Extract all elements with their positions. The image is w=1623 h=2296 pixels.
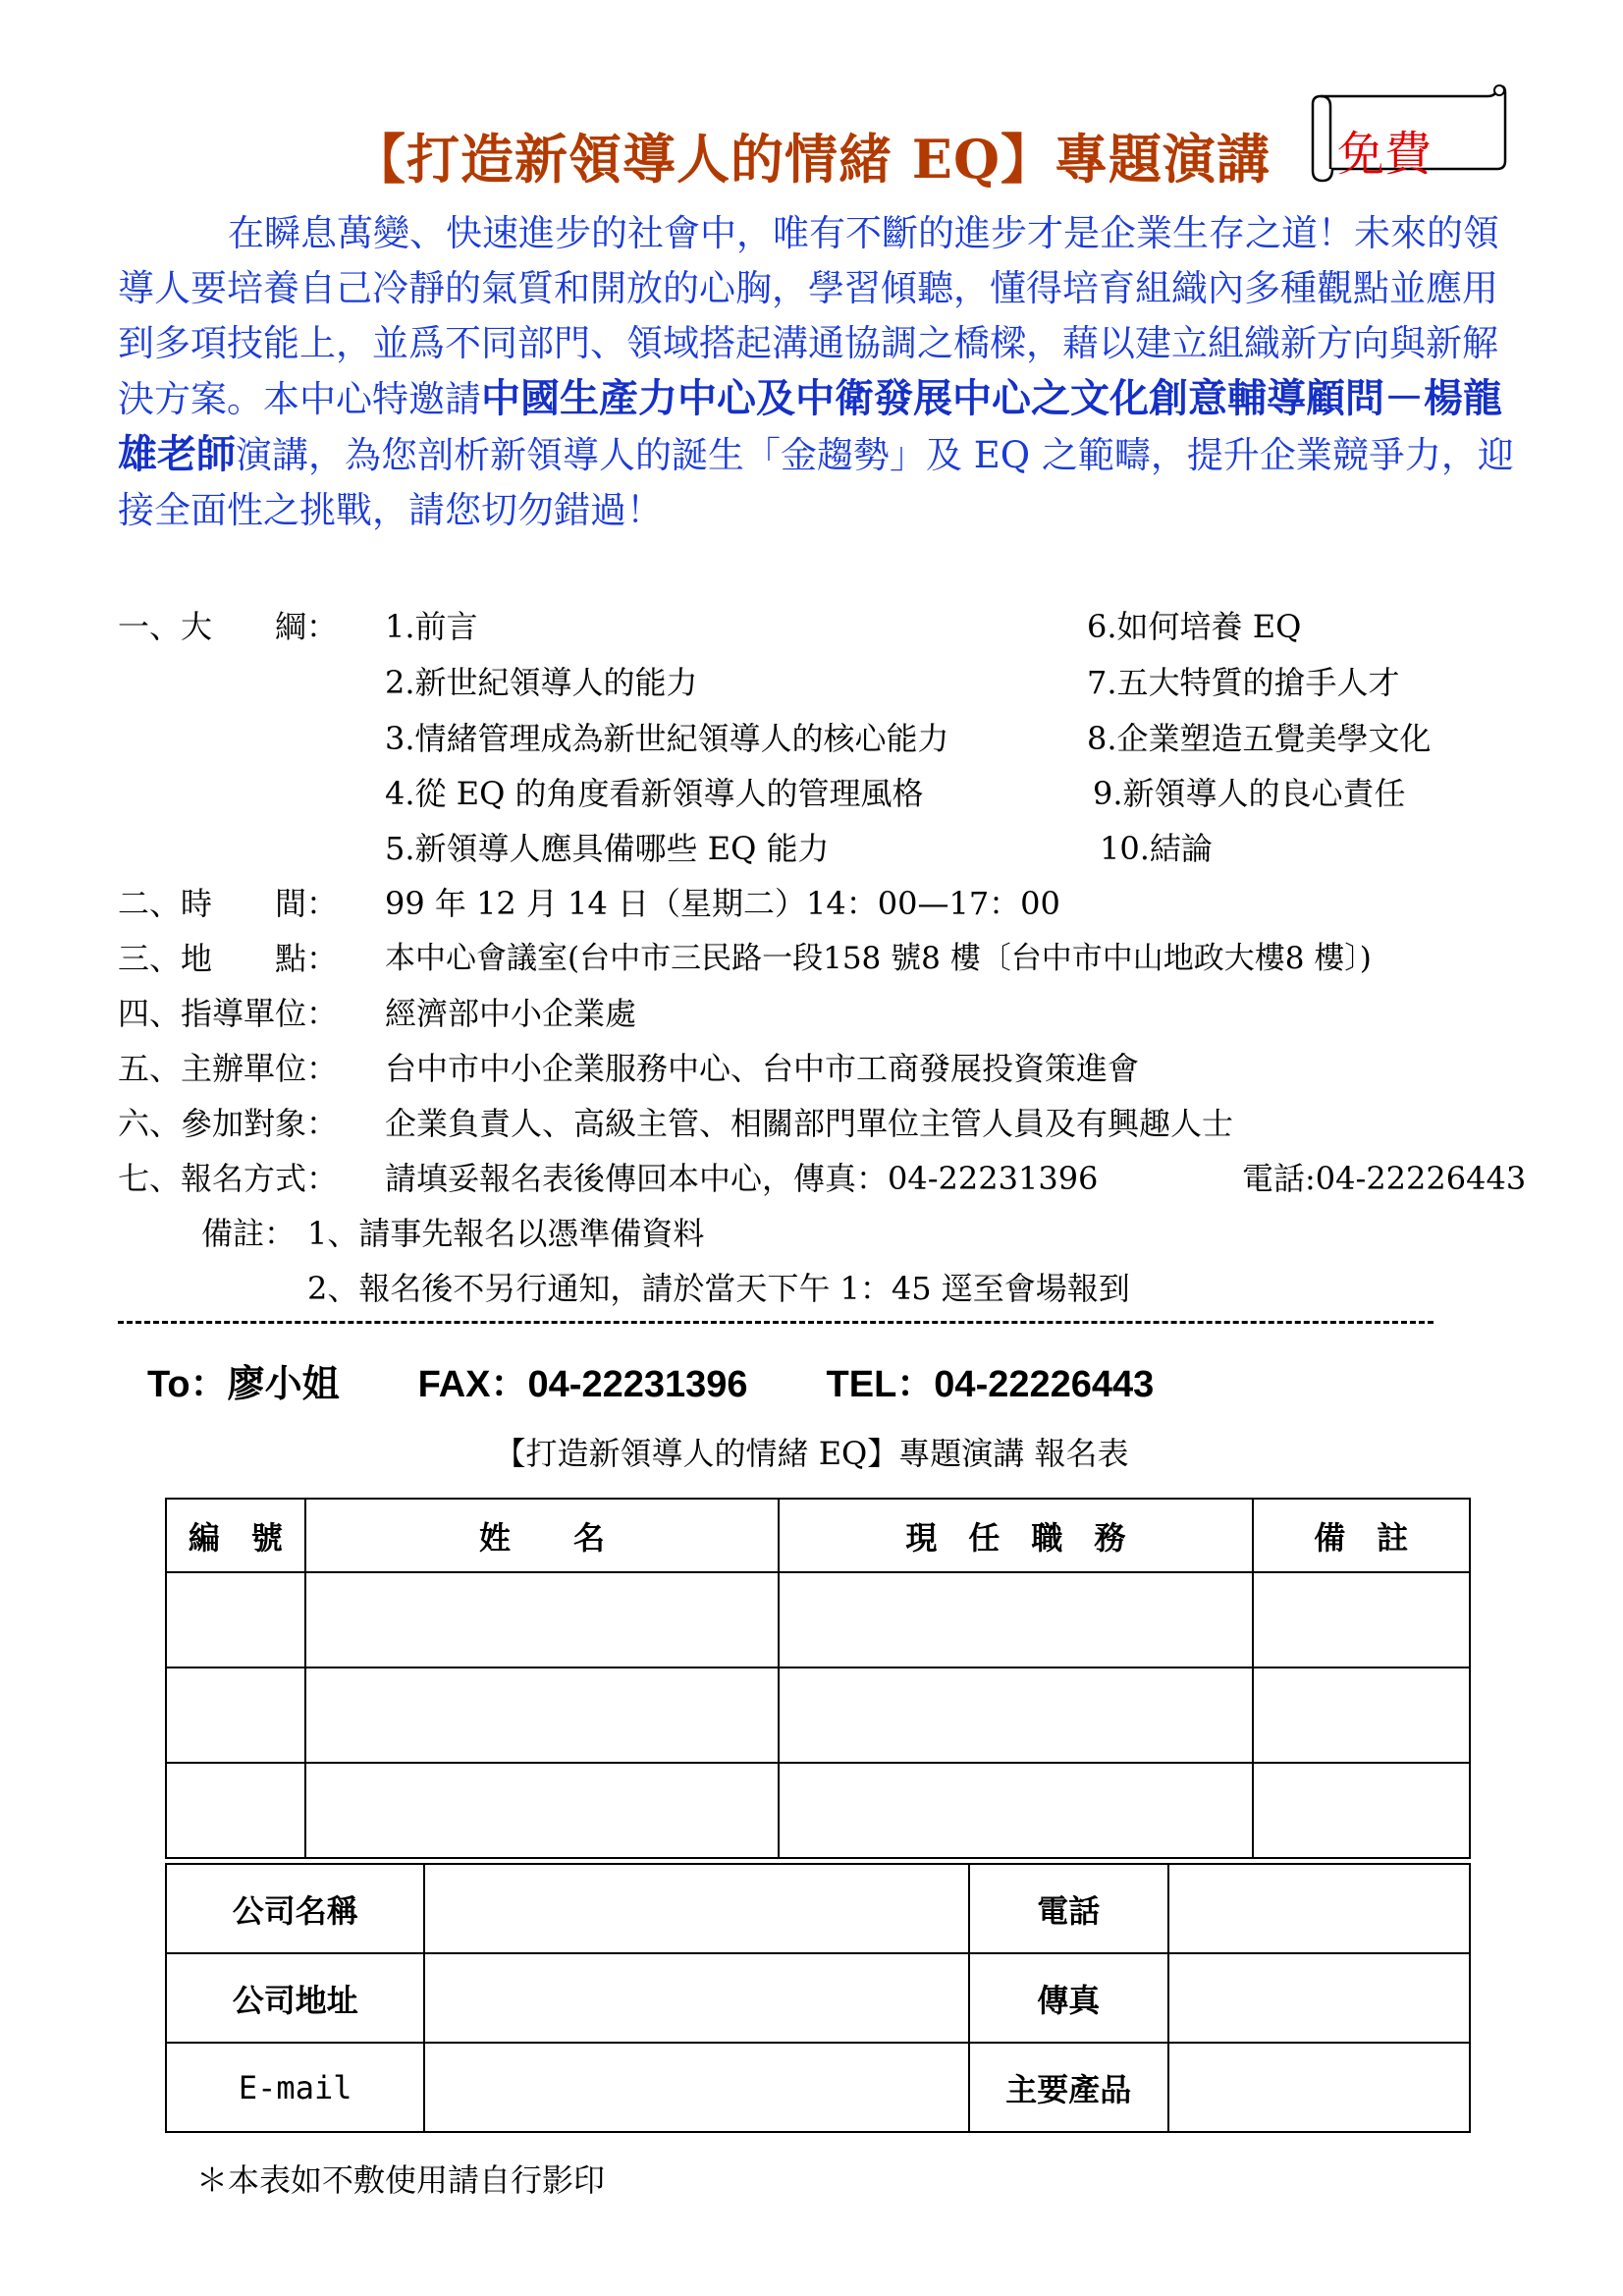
phone-input[interactable] <box>1168 1864 1470 1953</box>
time-label: 二、時 間： <box>118 885 339 922</box>
fax-label: 傳真 <box>969 1953 1168 2043</box>
guidance-label: 四、指導單位： <box>118 995 339 1032</box>
outline-item-10: 10.結論 <box>1100 830 1213 867</box>
company-info-table <box>165 1863 1471 2133</box>
audience-value: 企業負責人、高級主管、相關部門單位主管人員及有興趣人士 <box>385 1105 1234 1142</box>
footnote: ＊本表如不敷使用請自行影印 <box>196 2161 606 2199</box>
registration-table <box>165 1498 1471 1859</box>
intro-paragraph <box>118 206 1517 538</box>
company-name-label: 公司名稱 <box>166 1864 424 1953</box>
cut-line-divider <box>118 1321 1434 1324</box>
outline-item-5: 5.新領導人應具備哪些 EQ 能力 <box>385 830 830 867</box>
contact-line <box>147 1353 1154 1407</box>
form-title: 【打造新領導人的情緒 EQ】專題演講 報名表 <box>494 1435 1129 1472</box>
position-input-cell[interactable] <box>779 1763 1252 1858</box>
name-input-cell[interactable] <box>305 1572 780 1667</box>
name-input-cell[interactable] <box>305 1667 780 1763</box>
outline-item-3: 3.情緒管理成為新世紀領導人的核心能力 <box>385 720 949 757</box>
fax-input[interactable] <box>1168 1953 1470 2043</box>
table-row <box>166 1667 1470 1763</box>
phone-label: 電話 <box>969 1864 1168 1953</box>
company-name-input[interactable] <box>424 1864 968 1953</box>
remarks-input-cell[interactable] <box>1253 1667 1470 1763</box>
intro-text-1: 在瞬息萬變、快速進步的社會中，唯有不斷的進步才是企業生存之道！未來的領導人要培養自己冷靜的氣質和開放的心胸，學習傾聽，懂得培育組織內多種觀點並應用到多項技能上，並爲不同部門、領域搭起溝通協調之橋樑，藉以建立組織新方向與新解決方案。本中心特邀請 <box>118 212 1499 420</box>
remarks-input-cell[interactable] <box>1253 1763 1470 1858</box>
outline-item-9: 9.新領導人的良心責任 <box>1093 775 1406 812</box>
name-input-cell[interactable] <box>305 1763 780 1858</box>
intro-text-2: 演講，為您剖析新領導人的誕生「金趨勢」及 EQ 之範疇，提升企業競爭力，迎接全面性之挑戰，請您切勿錯過！ <box>118 434 1514 531</box>
organizer-value: 台中市中小企業服務中心、台中市工商發展投資策進會 <box>385 1050 1140 1087</box>
table-row <box>166 1763 1470 1858</box>
audience-label: 六、參加對象： <box>118 1105 339 1142</box>
registration-value: 請填妥報名表後傳回本中心，傳真：04-22231396 <box>385 1160 1099 1197</box>
main-products-label: 主要產品 <box>969 2043 1168 2132</box>
to-label: To <box>147 1364 190 1405</box>
position-input-cell[interactable] <box>779 1572 1252 1667</box>
header-number: 編 號 <box>166 1499 305 1572</box>
page-title: 【打造新領導人的情緒 EQ】專題演講 <box>352 128 1271 191</box>
intro-highlight: 中國生產力中心及中衛發展中心之文化創意輔導顧問－楊龍雄老師 <box>118 375 1502 477</box>
free-badge: 免費 <box>1337 127 1433 182</box>
outline-item-4: 4.從 EQ 的角度看新領導人的管理風格 <box>385 775 924 812</box>
table-row <box>166 1572 1470 1667</box>
outline-item-1: 1.前言 <box>385 608 478 645</box>
email-input[interactable] <box>424 2043 968 2132</box>
header-remarks: 備 註 <box>1253 1499 1470 1572</box>
registration-label: 七、報名方式： <box>118 1160 339 1197</box>
position-input-cell[interactable] <box>779 1667 1252 1763</box>
outline-item-6: 6.如何培養 EQ <box>1087 608 1302 645</box>
fax-number: FAX：04-22231396 <box>417 1364 748 1405</box>
registration-phone: 電話:04-22226443 <box>1242 1160 1527 1197</box>
header-name: 姓 名 <box>305 1499 780 1572</box>
outline-label: 一、大 綱： <box>118 608 339 645</box>
number-input-cell[interactable] <box>166 1572 305 1667</box>
company-address-input[interactable] <box>424 1953 968 2043</box>
to-name: ：廖小姐 <box>189 1361 340 1405</box>
location-label: 三、地 點： <box>118 940 339 977</box>
remarks-label: 備註： <box>201 1215 297 1252</box>
organizer-label: 五、主辦單位： <box>118 1050 339 1087</box>
outline-item-2: 2.新世紀領導人的能力 <box>385 664 698 701</box>
main-products-input[interactable] <box>1168 2043 1470 2132</box>
number-input-cell[interactable] <box>166 1763 305 1858</box>
time-value: 99 年 12 月 14 日（星期二）14：00—17：00 <box>385 885 1060 922</box>
company-address-label: 公司地址 <box>166 1953 424 2043</box>
email-label: E-mail <box>166 2043 424 2132</box>
header-position: 現 任 職 務 <box>779 1499 1252 1572</box>
remark-2: 2、報名後不另行通知，請於當天下午 1：45 逕至會場報到 <box>307 1270 1130 1307</box>
outline-item-8: 8.企業塑造五覺美學文化 <box>1087 720 1432 757</box>
number-input-cell[interactable] <box>166 1667 305 1763</box>
outline-item-7: 7.五大特質的搶手人才 <box>1087 664 1400 701</box>
tel-number: TEL：04-22226443 <box>826 1364 1155 1405</box>
remark-1: 1、請事先報名以憑準備資料 <box>307 1215 705 1252</box>
guidance-value: 經濟部中小企業處 <box>385 995 637 1032</box>
location-value: 本中心會議室(台中市三民路一段158 號8 樓〔台中市中山地政大樓8 樓〕) <box>385 941 1372 976</box>
remarks-input-cell[interactable] <box>1253 1572 1470 1667</box>
